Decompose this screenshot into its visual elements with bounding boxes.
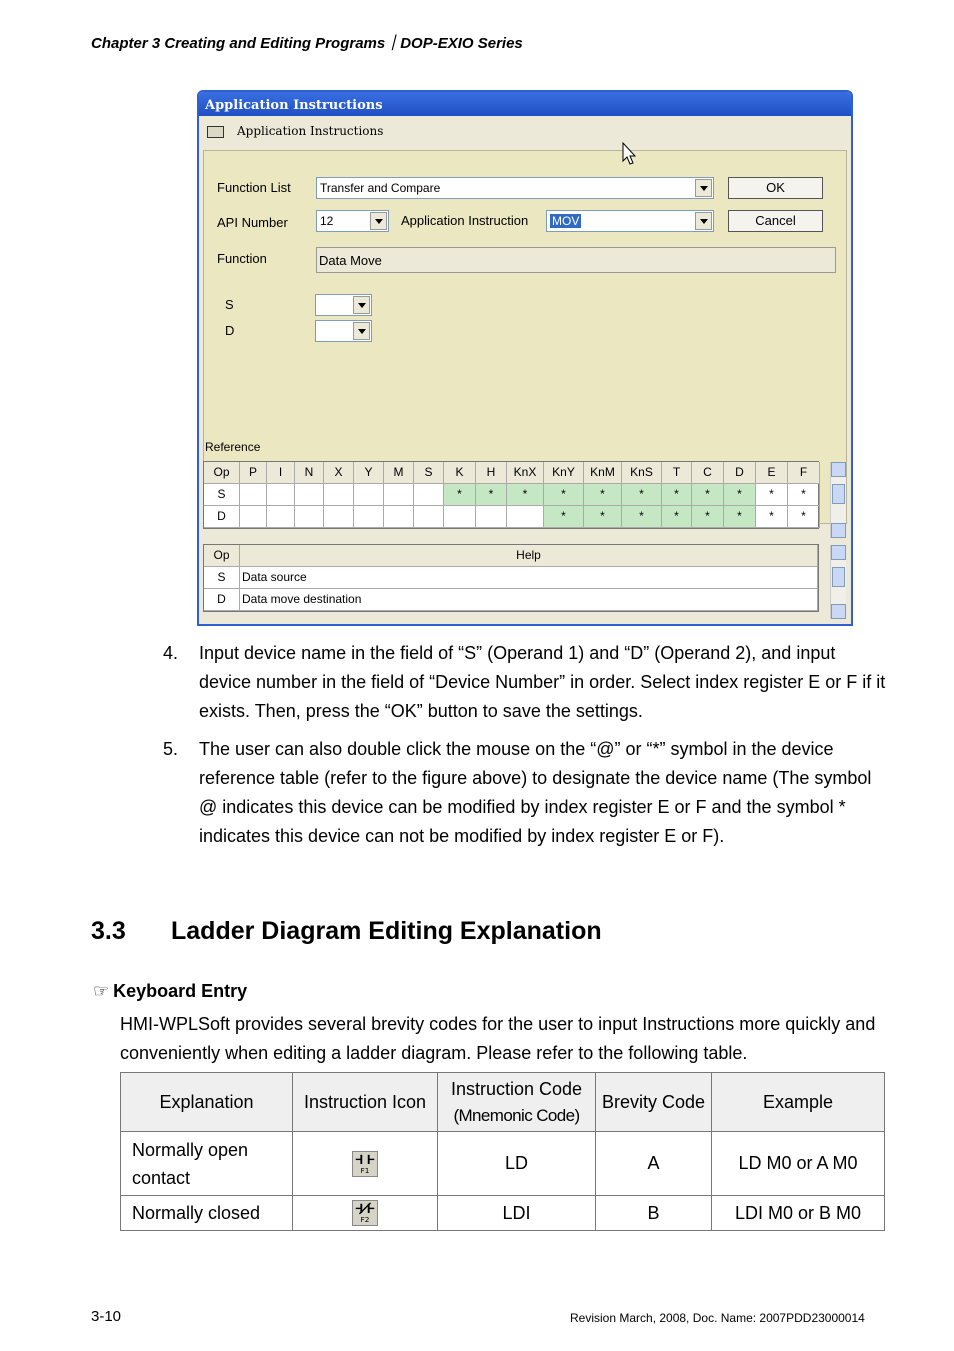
table-header-row [121, 1073, 885, 1132]
reference-label: Reference [205, 440, 261, 454]
revision-note: Revision March, 2008, Doc. Name: 2007PDD23000014 [570, 1311, 865, 1325]
function-list-value: Transfer and Compare [320, 181, 441, 195]
ref-cell[interactable]: * [584, 506, 622, 528]
ref-cell[interactable] [295, 506, 324, 528]
app-instruction-combo[interactable] [546, 210, 714, 232]
normally-open-contact-icon [352, 1151, 378, 1177]
reference-table [203, 461, 819, 529]
ref-header-cell: S [414, 462, 444, 484]
cell-explanation: Normally open contact [121, 1132, 293, 1196]
cell-example: LDI M0 or B M0 [712, 1196, 885, 1231]
help-scrollbar[interactable] [830, 545, 846, 619]
ref-cell[interactable]: * [692, 484, 724, 506]
ref-cell[interactable]: * [788, 506, 820, 528]
function-label: Function [217, 251, 267, 266]
mouse-cursor-icon [622, 142, 638, 166]
ref-header-cell: X [324, 462, 354, 484]
ref-header-cell: N [295, 462, 324, 484]
help-cell: S [204, 567, 240, 589]
ref-cell[interactable]: * [507, 484, 544, 506]
page-number: 3-10 [91, 1308, 122, 1325]
app-instruction-label: Application Instruction [401, 213, 529, 228]
ref-cell[interactable]: * [756, 484, 788, 506]
ref-header-cell: Y [354, 462, 384, 484]
ref-cell[interactable] [324, 506, 354, 528]
ref-header-cell: H [476, 462, 507, 484]
section-number: 3.3 [91, 917, 126, 945]
cell-icon [293, 1132, 438, 1196]
scroll-down-icon[interactable] [831, 604, 846, 619]
svg-text:F1: F1 [360, 1165, 370, 1175]
ref-header-cell: KnS [622, 462, 662, 484]
col-instruction-code [438, 1073, 596, 1132]
ref-cell[interactable] [444, 506, 476, 528]
ref-header-cell: F [788, 462, 820, 484]
function-list-combo[interactable] [316, 177, 714, 199]
ref-cell[interactable]: * [692, 506, 724, 528]
section-title: Ladder Diagram Editing Explanation [171, 917, 602, 945]
ref-header-cell: D [724, 462, 756, 484]
dialog-title: Application Instructions [199, 92, 851, 116]
ref-cell[interactable]: * [544, 484, 584, 506]
reference-scrollbar[interactable] [830, 462, 846, 538]
ref-cell[interactable] [354, 484, 384, 506]
normally-closed-contact-icon [352, 1200, 378, 1226]
ref-header-cell: E [756, 462, 788, 484]
col-instruction-icon: Instruction Icon [293, 1073, 438, 1132]
col-explanation: Explanation [121, 1073, 293, 1132]
ref-header-cell: K [444, 462, 476, 484]
tab-box-icon [207, 126, 224, 138]
step-text: The user can also double click the mouse on the “@” or “*” symbol in the device reference table (refer to the figure above) to designate the device name (The symbol @ indicates this device can be modified by index register E or F and the symbol * indicates this device can not be modified by index register E or F). [199, 739, 872, 846]
ref-cell[interactable] [240, 506, 267, 528]
scroll-thumb[interactable] [832, 567, 845, 587]
help-cell: Data source [240, 567, 818, 589]
ref-cell[interactable] [414, 484, 444, 506]
s-operand-label: S [225, 297, 234, 312]
chevron-down-icon[interactable] [370, 212, 387, 230]
ref-header-cell: KnY [544, 462, 584, 484]
step-number: 5. [163, 739, 179, 759]
ref-cell[interactable] [384, 506, 414, 528]
help-table [203, 544, 819, 612]
ref-cell[interactable]: * [724, 484, 756, 506]
section-heading [91, 917, 602, 946]
chevron-down-icon[interactable] [353, 296, 370, 314]
ref-cell[interactable]: * [444, 484, 476, 506]
scroll-up-icon[interactable] [831, 545, 846, 560]
ref-header-cell: M [384, 462, 414, 484]
ref-header-cell: KnX [507, 462, 544, 484]
ref-cell[interactable]: * [622, 506, 662, 528]
scroll-up-icon[interactable] [831, 462, 846, 477]
col-instruction-code-label: Instruction Code [450, 1078, 583, 1099]
cell-brevity: B [596, 1196, 712, 1231]
cell-example: LD M0 or A M0 [712, 1132, 885, 1196]
ref-cell[interactable] [267, 506, 295, 528]
ref-cell[interactable]: * [756, 506, 788, 528]
ref-cell[interactable] [324, 484, 354, 506]
ref-cell[interactable] [295, 484, 324, 506]
tab-label: Application Instructions [237, 124, 384, 138]
api-number-value: 12 [320, 214, 334, 228]
cell-code: LD [438, 1132, 596, 1196]
table-row [121, 1196, 885, 1231]
col-brevity-code: Brevity Code [596, 1073, 712, 1132]
col-example: Example [712, 1073, 885, 1132]
cell-explanation: Normally closed [121, 1196, 293, 1231]
ref-cell[interactable]: * [662, 484, 692, 506]
cell-code: LDI [438, 1196, 596, 1231]
ref-header-cell: KnM [584, 462, 622, 484]
ref-cell[interactable]: * [544, 506, 584, 528]
col-instruction-code-sub: (Mnemonic Code) [453, 1105, 580, 1125]
ref-cell[interactable]: S [204, 484, 240, 506]
ref-cell[interactable] [507, 506, 544, 528]
ok-button[interactable]: OK [728, 177, 823, 199]
ref-header-cell: C [692, 462, 724, 484]
cancel-button[interactable]: Cancel [728, 210, 823, 232]
ref-header-cell: I [267, 462, 295, 484]
ref-cell[interactable] [354, 506, 384, 528]
scroll-down-icon[interactable] [831, 523, 846, 538]
help-header-cell: Help [240, 545, 818, 567]
ref-cell[interactable] [240, 484, 267, 506]
ref-cell[interactable]: D [204, 506, 240, 528]
chevron-down-icon[interactable] [353, 322, 370, 340]
function-list-label: Function List [217, 180, 291, 195]
help-header-cell: Op [204, 545, 240, 567]
help-cell: D [204, 589, 240, 611]
ref-cell[interactable]: * [662, 506, 692, 528]
help-cell: Data move destination [240, 589, 818, 611]
ref-cell[interactable]: * [476, 484, 507, 506]
d-operand-combo[interactable] [315, 320, 372, 342]
chapter-header: Chapter 3 Creating and Editing Programs｜DOP-EXIO Series [91, 35, 523, 52]
ref-cell[interactable] [384, 484, 414, 506]
api-number-label: API Number [217, 215, 288, 230]
cell-icon [293, 1196, 438, 1231]
app-instruction-value: MOV [552, 214, 580, 228]
ref-header-cell: P [240, 462, 267, 484]
keyboard-entry-heading [93, 981, 247, 1002]
cell-brevity: A [596, 1132, 712, 1196]
ref-header-cell: Op [204, 462, 240, 484]
ref-cell[interactable] [476, 506, 507, 528]
pointing-hand-icon: ☞ [93, 981, 110, 1001]
keyboard-entry-title: Keyboard Entry [113, 981, 248, 1001]
step-number: 4. [163, 643, 179, 663]
s-operand-combo[interactable] [315, 294, 372, 316]
intro-paragraph: HMI-WPLSoft provides several brevity codes for the user to input Instructions more quickly and conveniently when editing a ladder diagram. Please refer to the following table. [120, 1014, 876, 1063]
d-operand-label: D [225, 323, 235, 338]
step-text: Input device name in the field of “S” (Operand 1) and “D” (Operand 2), and input device number in the field of “Device Number” in order. Select index register E or F if it exists. Then, press the “OK” button to save the settings. [199, 643, 886, 721]
svg-text:F2: F2 [360, 1215, 370, 1225]
ref-cell[interactable]: * [584, 484, 622, 506]
ref-cell[interactable]: * [724, 506, 756, 528]
ref-cell[interactable]: * [622, 484, 662, 506]
chevron-down-icon[interactable] [695, 179, 712, 197]
scroll-thumb[interactable] [832, 484, 845, 504]
api-number-combo[interactable] [316, 210, 389, 232]
brevity-code-table [120, 1072, 885, 1231]
ref-header-cell: T [662, 462, 692, 484]
ref-cell[interactable] [414, 506, 444, 528]
ref-cell[interactable]: * [788, 484, 820, 506]
function-field: Data Move [316, 247, 836, 273]
table-row [121, 1132, 885, 1196]
ref-cell[interactable] [267, 484, 295, 506]
chevron-down-icon[interactable] [695, 212, 712, 230]
